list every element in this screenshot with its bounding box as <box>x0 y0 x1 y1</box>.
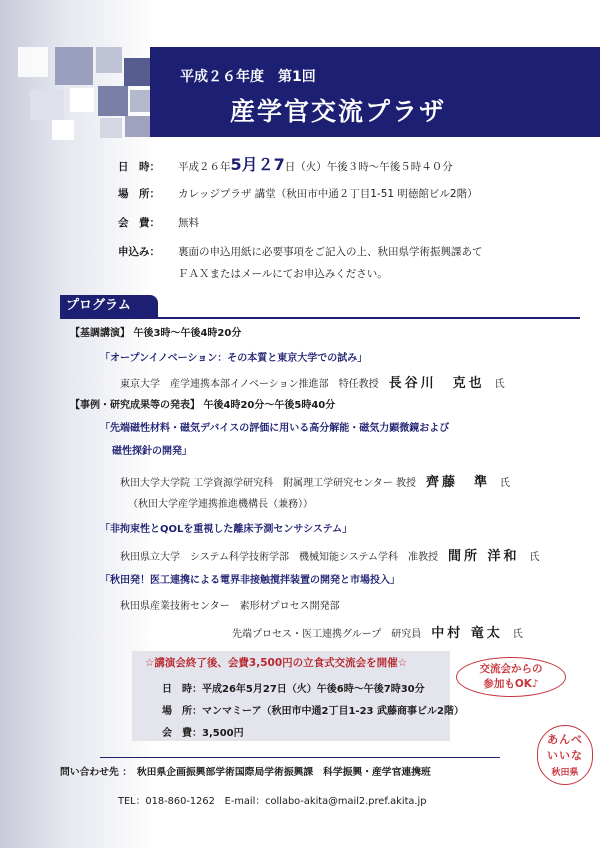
deco-square <box>96 47 122 73</box>
deco-square <box>55 47 93 85</box>
talk1-speaker: 秋田大学大学院 工学資源学研究科 附属理工学研究センター 教授 齊藤 準 氏 <box>120 475 510 490</box>
talk3-title: 「秋田発！医工連携による電界非接触撹拌装置の開発と市場投入」 <box>100 575 400 586</box>
keynote-title: 「オープンイノベーション：その本質と東京大学での試み」 <box>100 353 368 364</box>
info-date-label: 日 時： <box>118 161 160 173</box>
deco-square <box>125 116 150 137</box>
info-date-big: 5月２7 <box>230 155 285 174</box>
talk1-title-line2: 磁性探針の開発」 <box>112 446 192 457</box>
talk3-speaker: 先端プロセス・医工連携グループ 研究員 中村 竜太 氏 <box>232 626 523 641</box>
keynote-speaker: 東京大学 産学連携本部イノベーション推進部 特任教授 長谷川 克也 氏 <box>120 376 505 391</box>
program-divider <box>60 317 580 319</box>
speaker-name: 長谷川 克也 <box>388 376 485 391</box>
keynote-heading: 【基調講演】 午後3時～午後4時20分 <box>70 328 242 339</box>
cases-heading: 【事例・研究成果等の発表】 午後4時20分～午後5時40分 <box>70 400 336 411</box>
deco-square <box>130 90 150 112</box>
speaker-name: 中村 竜太 <box>431 626 503 641</box>
reception-fee: 会 費：3,500円 <box>162 728 244 739</box>
info-place: 場 所： カレッジプラザ 講堂（秋田市中通２丁目1-51 明徳館ビル2階） <box>118 188 478 200</box>
talk2-speaker: 秋田県立大学 システム科学技術学部 機械知能システム学科 准教授 間所 洋和 氏 <box>120 549 540 564</box>
reception-place: 場 所：マンマミーア（秋田市中通2丁目1-23 武藤商事ビル2階） <box>162 706 464 717</box>
deco-square <box>52 120 74 140</box>
akita-seal-logo: あんべ いいな 秋田県 <box>537 725 593 785</box>
program-tag: プログラム <box>60 295 158 317</box>
info-fee: 会 費： 無料 <box>118 217 199 229</box>
reception-date: 日 時：平成26年5月27日（火）午後6時～午後7時30分 <box>162 684 425 695</box>
contact-tel-email: TEL：018-860-1262 E-mail：collabo-akita@mail2.pref.akita.jp <box>118 796 427 807</box>
reception-title: ☆講演会終了後、会費3,500円の立食式交流会を開催☆ <box>145 657 408 669</box>
reception-bubble: 交流会からの 参加もOK♪ <box>456 657 566 697</box>
event-subtitle: 平成２６年度 第1回 <box>180 69 316 85</box>
event-title: 産学官交流プラザ <box>230 97 447 126</box>
talk2-title: 「非拘束性とQOLを重視した離床予測センサシステム」 <box>100 524 353 535</box>
info-date: 日 時： 平成２６年5月２7日（火）午後３時～午後５時４０分 <box>118 155 453 174</box>
deco-square <box>18 47 48 77</box>
info-apply-line2: ＦＡＸまたはメールにてお申込みください。 <box>178 268 388 280</box>
talk3-affiliation: 秋田県産業技術センター 素形材プロセス開発部 <box>120 601 340 612</box>
info-apply: 申込み： 裏面の申込用紙に必要事項をご記入の上、秋田県学術振興課あて <box>118 246 483 258</box>
talk1-speaker-note: （秋田大学産学連携推進機構長（兼務）） <box>128 499 313 510</box>
deco-square <box>98 86 128 116</box>
deco-square <box>70 88 94 112</box>
footer-divider <box>100 757 500 758</box>
speaker-name: 齊藤 準 <box>425 475 490 490</box>
speaker-name: 間所 洋和 <box>448 549 520 564</box>
deco-square <box>124 58 150 86</box>
contact-line: 問い合わせ先 ： 秋田県企画振興部学術国際局学術振興課 科学振興・産学官連携班 <box>60 767 431 778</box>
deco-square <box>30 90 64 120</box>
deco-square <box>100 118 122 138</box>
talk1-title-line1: 「先端磁性材料・磁気デバイスの評価に用いる高分解能・磁気力顕微鏡および <box>100 423 450 434</box>
